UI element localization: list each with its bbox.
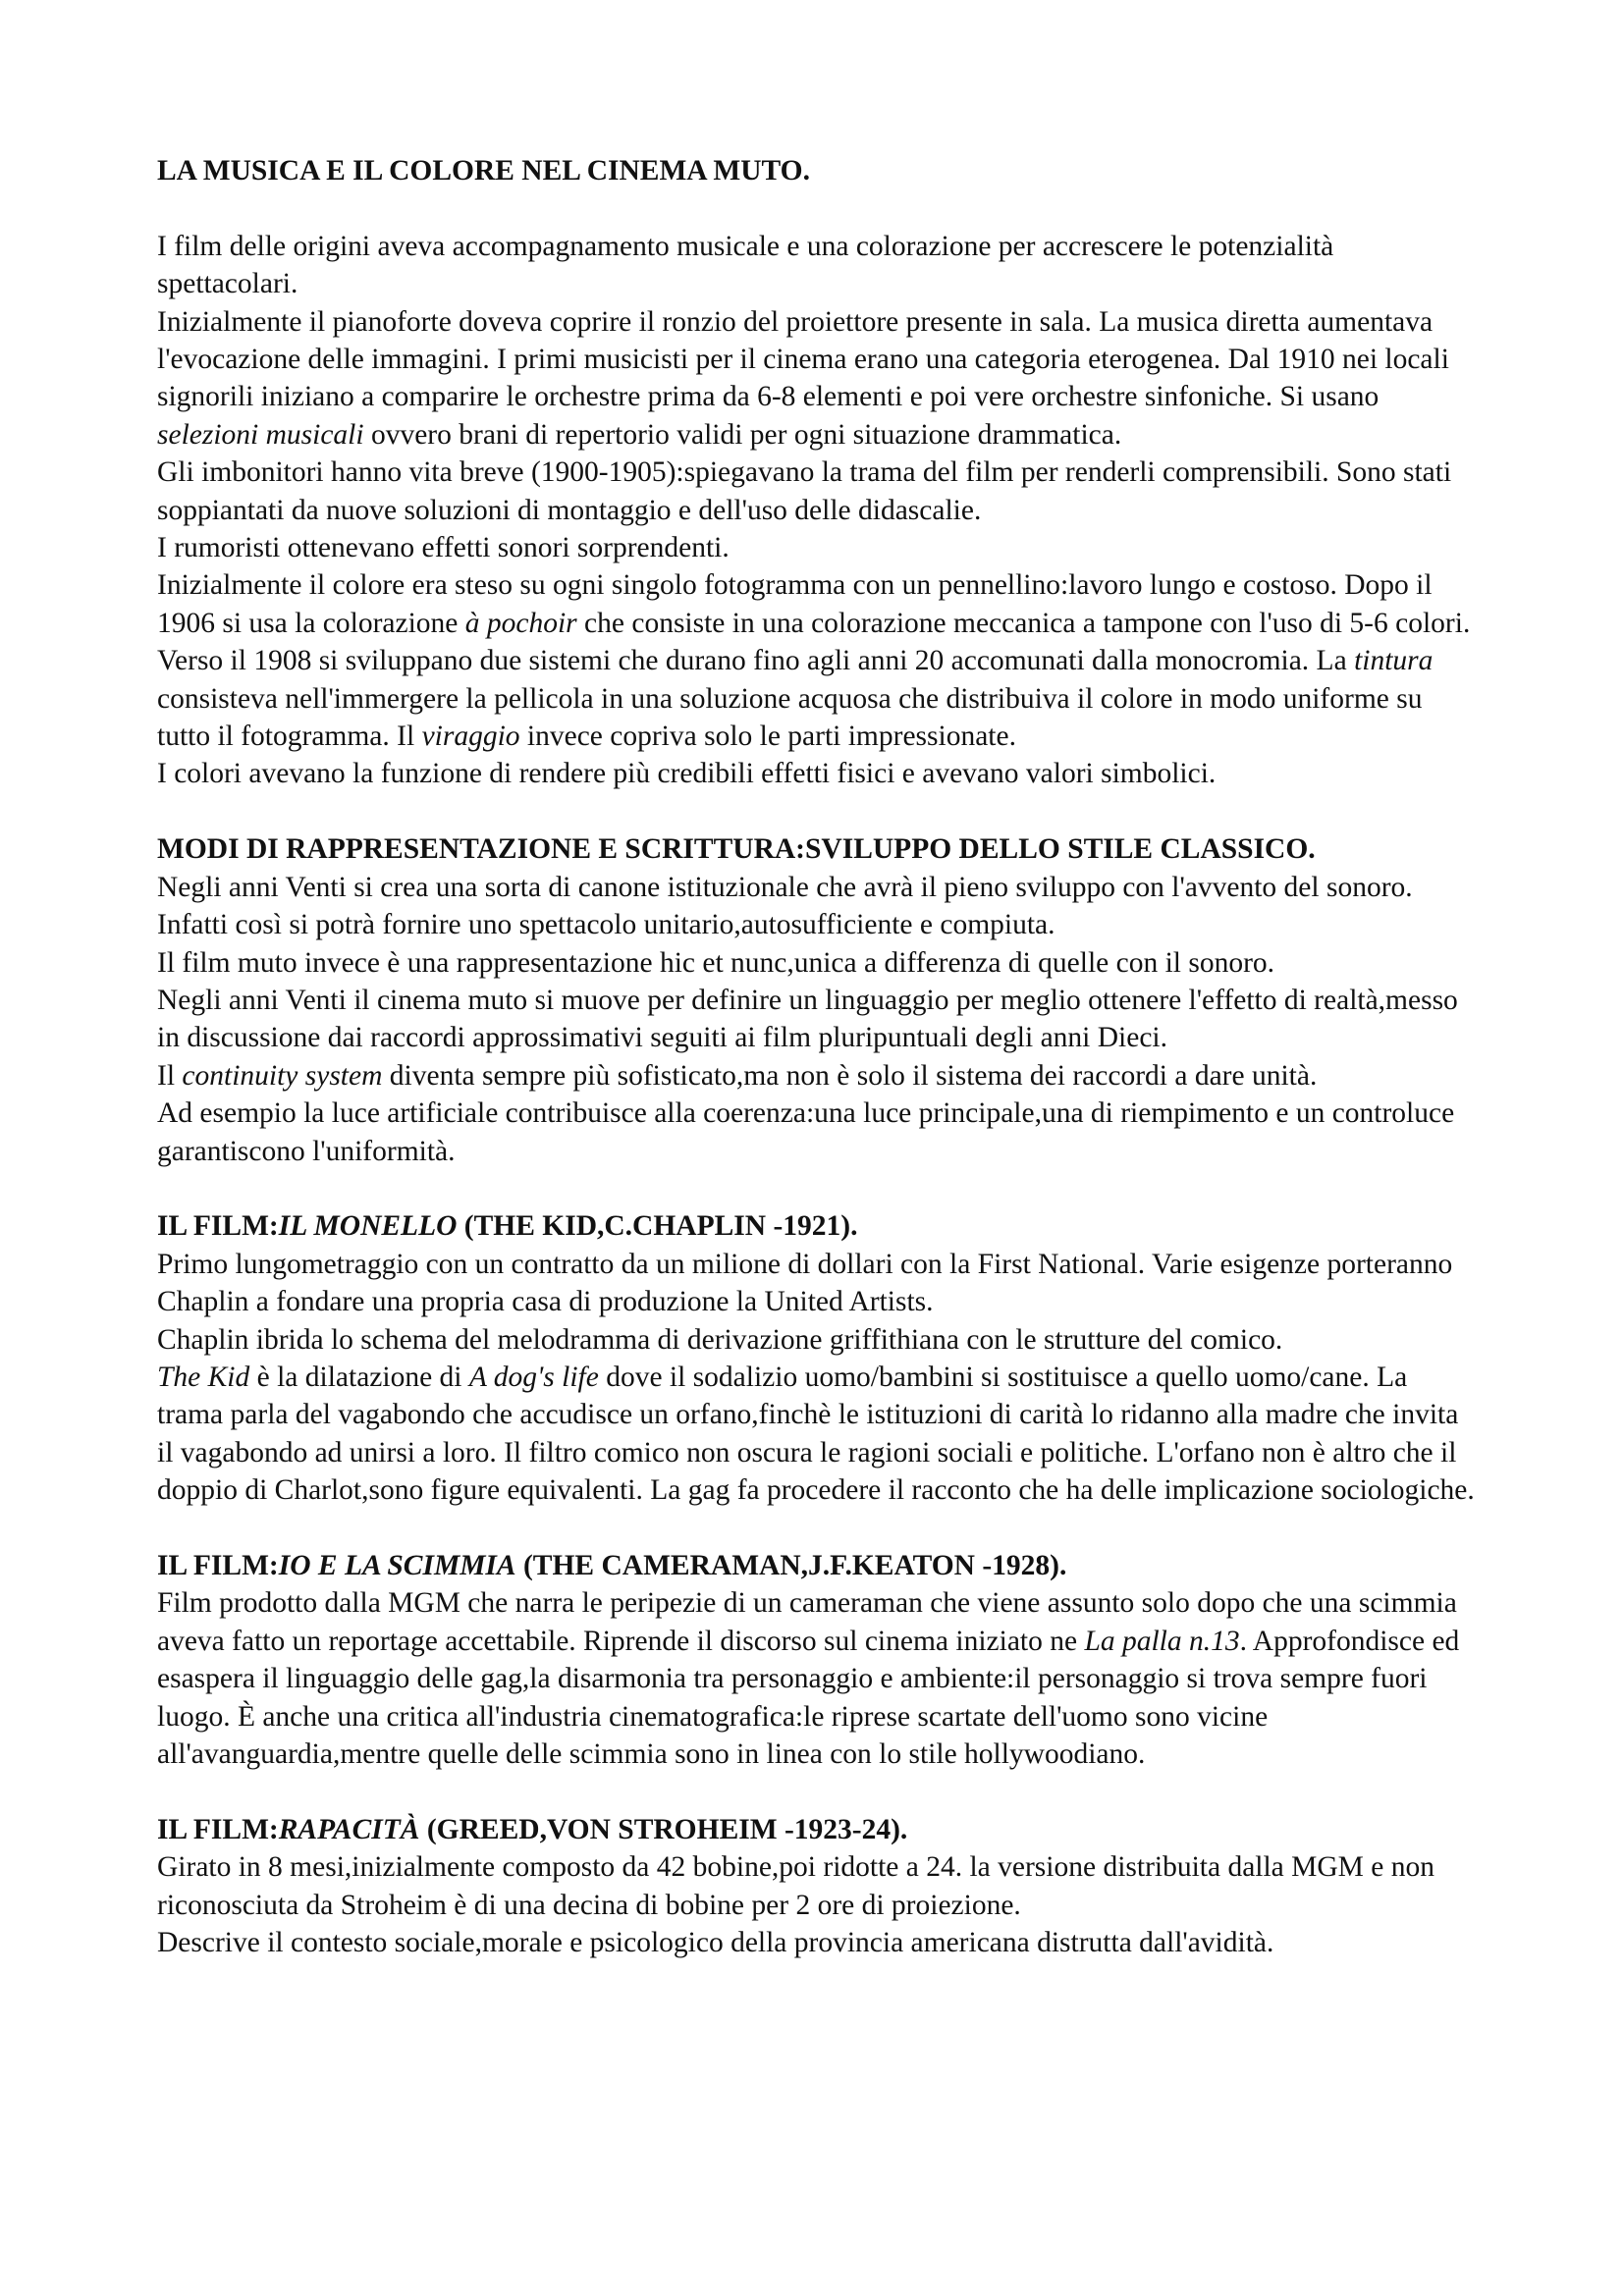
paragraph: The Kid è la dilatazione di A dog's life dove il sodalizio uomo/bambini si sostituisce a quello uomo/cane. La trama parla del vagabondo che accudisce un orfano,finchè le istituzioni di carità lo ridanno alla madre che invita il vagabondo ad unirsi a loro. Il filtro comico non oscura le ragioni sociali e politiche. L'orfano non è altro che il doppio di Charlot,sono figure equivalenti. La gag fa procedere il racconto che ha delle implicazione sociologiche. (157, 1361, 1475, 1507)
paragraph: I rumoristi ottenevano effetti sonori sorprendenti. (157, 532, 730, 564)
section-il-monello (157, 1207, 1478, 1509)
paragraph: Chaplin ibrida lo schema del melodramma di derivazione griffithiana con le strutture del comico. (157, 1323, 1283, 1356)
paragraph: Descrive il contesto sociale,morale e psicologico della provincia americana distrutta dall'avidità. (157, 1927, 1274, 1959)
paragraph: Gli imbonitori hanno vita breve (1900-1905):spiegavano la trama del film per renderli comprensibili. Sono stati soppiantati da nuove soluzioni di montaggio e dell'uso delle didascalie. (157, 456, 1452, 526)
paragraph: Inizialmente il colore era steso su ogni singolo fotogramma con un pennellino:lavoro lungo e costoso. Dopo il 1906 si usa la colorazione à pochoir che consiste in una colorazione meccanica a tampone con l'uso di 5-6 colori. Verso il 1908 si sviluppano due sistemi che durano fino agli anni 20 accomunati dalla monocromia. La tintura consisteva nell'immergere la pellicola in una soluzione acquosa che distribuiva il colore in modo uniforme su tutto il fotogramma. Il viraggio invece copriva solo le parti impressionate. (157, 569, 1471, 753)
paragraph: Negli anni Venti il cinema muto si muove per definire un linguaggio per meglio ottenere l'effetto di realtà,messo in discussione dai raccordi approssimativi seguiti ai film pluripuntuali degli anni Dieci. (157, 984, 1458, 1054)
paragraph: Film prodotto dalla MGM che narra le peripezie di un cameraman che viene assunto solo dopo che una scimmia aveva fatto un reportage accettabile. Riprende il discorso sul cinema iniziato ne La palla n.13. Approfondisce ed esaspera il linguaggio delle gag,la disarmonia tra personaggio e ambiente:il personaggio si trova sempre fuori luogo. È anche una critica all'industria cinematografica:le riprese scartate dell'uomo sono vicine all'avanguardia,mentre quelle delle scimmia sono in linea con lo stile hollywoodiano. (157, 1587, 1460, 1770)
paragraph: I colori avevano la funzione di rendere più credibili effetti fisici e avevano valori simbolici. (157, 758, 1217, 790)
document-page (157, 152, 1478, 1961)
paragraph: Il continuity system diventa sempre più sofisticato,ma non è solo il sistema dei raccordi a dare unità. (157, 1059, 1318, 1092)
section-rapacita (157, 1811, 1478, 1962)
section-io-e-la-scimmia (157, 1547, 1478, 1773)
paragraph: Il film muto invece è una rappresentazione hic et nunc,unica a differenza di quelle con il sonoro. (157, 946, 1275, 979)
section-heading: IL FILM:IO E LA SCIMMIA (THE CAMERAMAN,J.F.KEATON -1928). (157, 1549, 1067, 1581)
section-musica-colore (157, 152, 1478, 793)
section-heading: MODI DI RAPPRESENTAZIONE E SCRITTURA:SVILUPPO DELLO STILE CLASSICO. (157, 833, 1316, 866)
paragraph: Ad esempio la luce artificiale contribuisce alla coerenza:una luce principale,una di riempimento e un controluce garantiscono l'uniformità. (157, 1097, 1455, 1167)
section-heading: IL FILM:IL MONELLO (THE KID,C.CHAPLIN -1921). (157, 1210, 858, 1243)
paragraph: I film delle origini aveva accompagnamento musicale e una colorazione per accrescere le potenzialità spettacolari. (157, 230, 1334, 300)
paragraph: Girato in 8 mesi,inizialmente composto da 42 bobine,poi ridotte a 24. la versione distribuita dalla MGM e non riconosciuta da Stroheim è di una decina di bobine per 2 ore di proiezione. (157, 1851, 1435, 1921)
paragraph: Primo lungometraggio con un contratto da un milione di dollari con la First National. Varie esigenze porteranno Chaplin a fondare una propria casa di produzione la United Artists. (157, 1248, 1453, 1318)
section-heading: LA MUSICA E IL COLORE NEL CINEMA MUTO. (157, 155, 810, 187)
paragraph: Inizialmente il pianoforte doveva coprire il ronzio del proiettore presente in sala. La musica diretta aumentava l'evocazione delle immagini. I primi musicisti per il cinema erano una categoria eterogenea. Dal 1910 nei locali signorili iniziano a comparire le orchestre prima da 6-8 elementi e poi vere orchestre sinfoniche. Si usano selezioni musicali ovvero brani di repertorio validi per ogni situazione drammatica. (157, 305, 1449, 451)
paragraph: Negli anni Venti si crea una sorta di canone istituzionale che avrà il pieno sviluppo con l'avvento del sonoro. Infatti così si potrà fornire uno spettacolo unitario,autosufficiente e compiuta. (157, 871, 1413, 941)
section-modi-rappresentazione (157, 830, 1478, 1170)
section-heading: IL FILM:RAPACITÀ (GREED,VON STROHEIM -1923-24). (157, 1813, 908, 1845)
